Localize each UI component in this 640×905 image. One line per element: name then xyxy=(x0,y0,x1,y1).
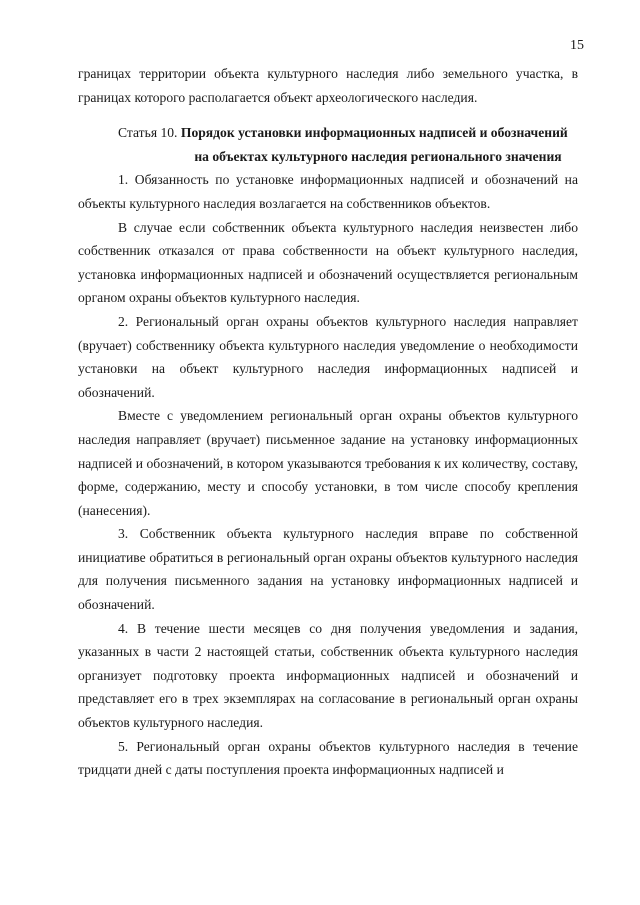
paragraph-part-3: 3. Собственник объекта культурного наследия вправе по собственной инициативе обратиться в региональный орган охраны объектов культурного наследия для получения письменного задания на установку информационных надписей и обозначений. xyxy=(78,526,578,613)
paragraph-part-2: 2. Региональный орган охраны объектов культурного наследия направляет (вручает) собственнику объекта культурного наследия уведомление о необходимости установки на объект культурного наследия информационных надписей и обозначений. xyxy=(78,313,578,400)
paragraph-part-5: 5. Региональный орган охраны объектов культурного наследия в течение тридцати дней с даты поступления проекта информационных надписей и xyxy=(78,738,578,778)
article-heading xyxy=(78,121,578,168)
paragraph-part-1: 1. Обязанность по установке информационных надписей и обозначений на объекты культурного наследия возлагается на собственников объектов. xyxy=(78,172,578,211)
document-body xyxy=(78,62,578,782)
continuation-paragraph: границах территории объекта культурного наследия либо земельного участка, в границах которого располагается объект археологического наследия. xyxy=(78,66,578,105)
article-label: Статья 10. xyxy=(118,125,178,141)
page-number: 15 xyxy=(570,38,584,53)
article-title-line1: Порядок установки информационных надписей и обозначений xyxy=(180,125,568,141)
paragraph-owner-unknown: В случае если собственник объекта культурного наследия неизвестен либо собственник отказался от права собственности на объект культурного наследия, установка информационных надписей и обозначений осуществляется региональным органом охраны объектов культурного наследия. xyxy=(78,219,578,306)
paragraph-part-4: 4. В течение шести месяцев со дня получения уведомления и задания, указанных в части 2 настоящей статьи, собственник объекта культурного наследия организует подготовку проекта информационных надписей и обозначений и представляет его в трех экземплярах на согласование в региональный орган охраны объектов культурного наследия. xyxy=(78,620,578,731)
paragraph-written-task: Вместе с уведомлением региональный орган охраны объектов культурного наследия направляет (вручает) письменное задание на установку информационных надписей и обозначений, в котором указываются требования к их количеству, составу, форме, содержанию, месту и способу установки, в том числе способу крепления (нанесения). xyxy=(78,408,578,518)
article-title-line2: на объектах культурного наследия регионального значения xyxy=(194,148,562,164)
